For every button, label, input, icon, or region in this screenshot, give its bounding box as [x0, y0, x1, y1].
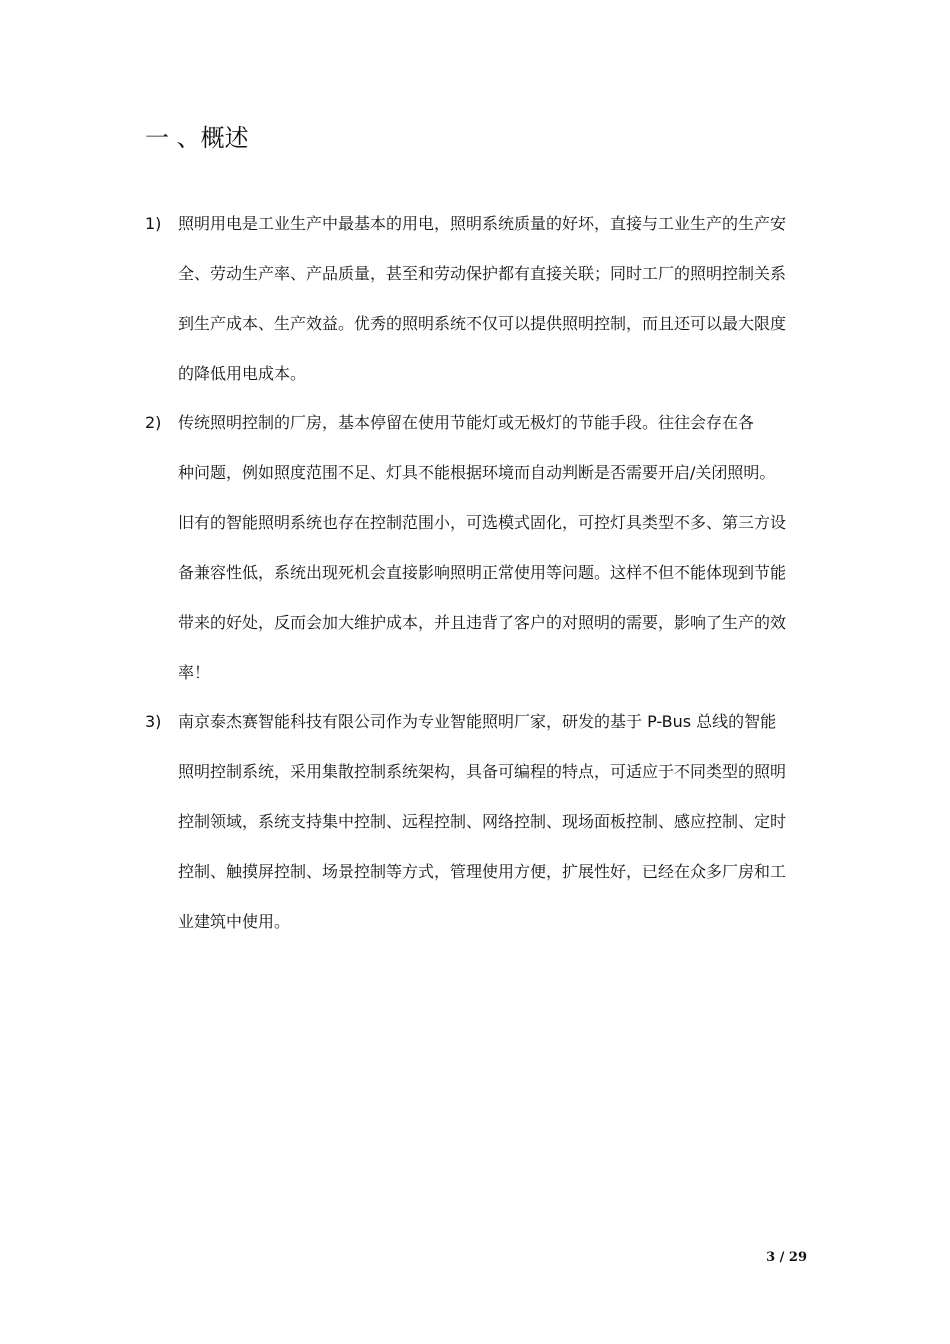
paragraph-line: 的降低用电成本。	[178, 364, 307, 383]
paragraph-line: 南京泰杰赛智能科技有限公司作为专业智能照明厂家，研发的基于 P-Bus 总线的智能	[178, 712, 777, 731]
list-item-number: 1)	[145, 214, 162, 233]
paragraph-line: 旧有的智能照明系统也存在控制范围小，可选模式固化，可控灯具类型不多、第三方设	[178, 513, 787, 532]
paragraph-line: 到生产成本、生产效益。优秀的照明系统不仅可以提供照明控制，而且还可以最大限度	[178, 314, 787, 333]
paragraph-line: 备兼容性低，系统出现死机会直接影响照明正常使用等问题。这样不但不能体现到节能	[178, 563, 787, 582]
list-item-body	[178, 398, 810, 698]
list-item-body	[178, 199, 810, 399]
paragraph-line: 照明用电是工业生产中最基本的用电，照明系统质量的好坏，直接与工业生产的生产安	[178, 214, 787, 233]
paragraph-line: 率！	[178, 663, 211, 682]
paragraph-line: 全、劳动生产率、产品质量，甚至和劳动保护都有直接关联；同时工厂的照明控制关系	[178, 264, 787, 283]
paragraph-line: 控制领域，系统支持集中控制、远程控制、网络控制、现场面板控制、感应控制、定时	[178, 812, 787, 831]
paragraph-line: 控制、触摸屏控制、场景控制等方式，管理使用方便，扩展性好，已经在众多厂房和工	[178, 862, 787, 881]
paragraph-line: 照明控制系统，采用集散控制系统架构，具备可编程的特点，可适应于不同类型的照明	[178, 762, 787, 781]
paragraph-line: 带来的好处，反而会加大维护成本，并且违背了客户的对照明的需要，影响了生产的效	[178, 613, 787, 632]
paragraph-line: 种问题，例如照度范围不足、灯具不能根据环境而自动判断是否需要开启/关闭照明。	[178, 463, 776, 482]
paragraph-line: 业建筑中使用。	[178, 912, 291, 931]
list-item-body	[178, 697, 810, 947]
list-item-number: 3)	[145, 712, 162, 731]
paragraph-line: 传统照明控制的厂房，基本停留在使用节能灯或无极灯的节能手段。往往会存在各	[178, 413, 755, 432]
page-number: 3 / 29	[766, 1250, 807, 1265]
list-item-number: 2)	[145, 413, 162, 432]
section-heading: 一 、概述	[145, 124, 249, 152]
